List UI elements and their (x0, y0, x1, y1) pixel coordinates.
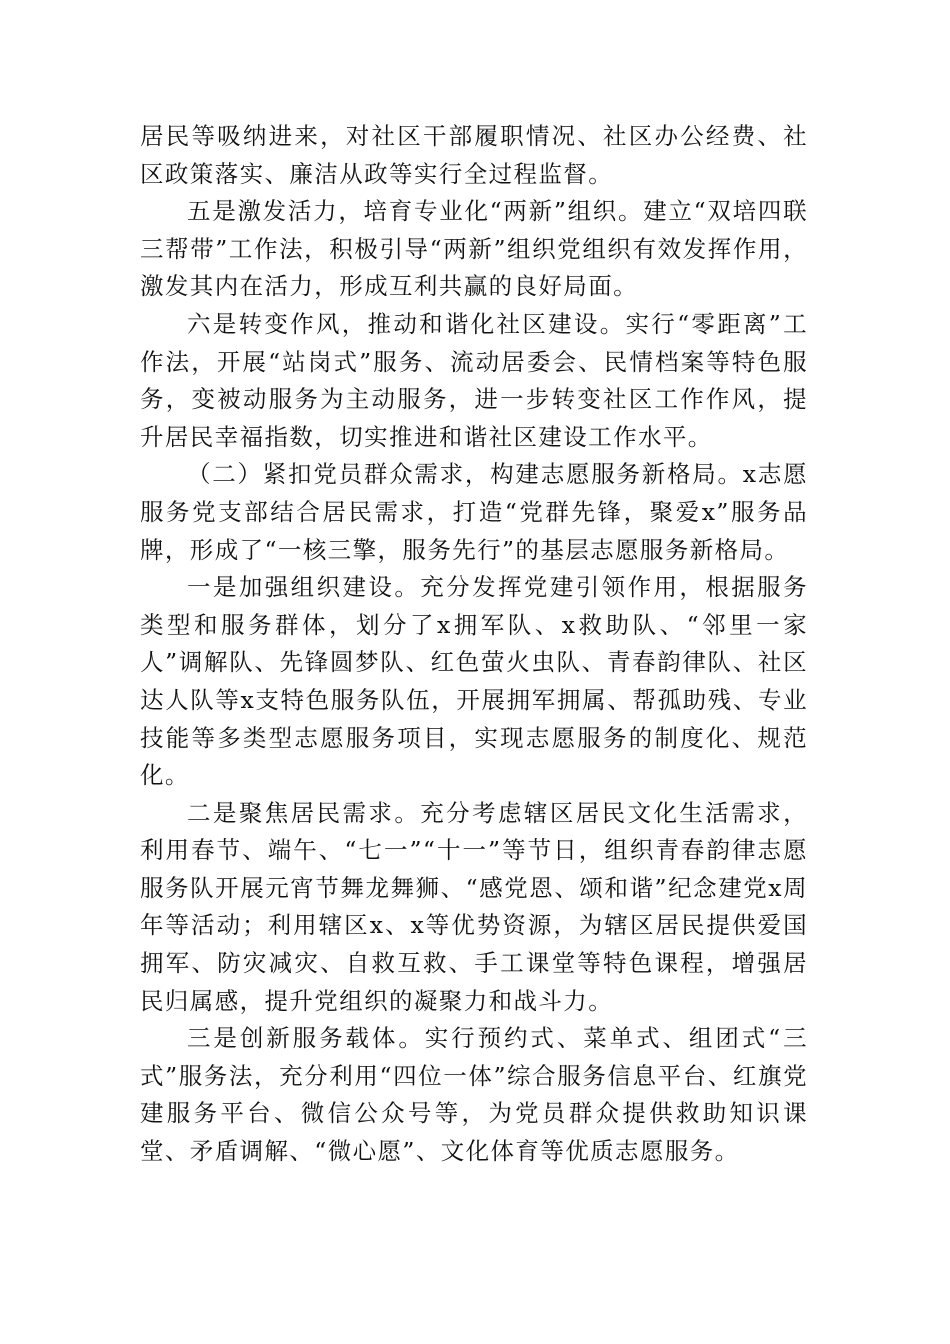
paragraph-continuation: 居民等吸纳进来，对社区干部履职情况、社区办公经费、社区政策落实、廉洁从政等实行全过程监督。 (140, 122, 808, 188)
paragraph-item-one: 一是加强组织建设。充分发挥党建引领作用，根据服务类型和服务群体，划分了x拥军队、x救助队、“邻里一家人”调解队、先锋圆梦队、红色萤火虫队、青春韵律队、社区达人队等x支特色服务队伍，开展拥军拥属、帮孤助残、专业技能等多类型志愿服务项目，实现志愿服务的制度化、规范化。 (140, 573, 808, 790)
paragraph-item-five: 五是激发活力，培育专业化“两新”组织。建立“双培四联三帮带”工作法，积极引导“两新”组织党组织有效发挥作用，激发其内在活力，形成互利共赢的良好局面。 (140, 197, 808, 301)
paragraph-item-six: 六是转变作风，推动和谐化社区建设。实行“零距离”工作法，开展“站岗式”服务、流动居委会、民情档案等特色服务，变被动服务为主动服务，进一步转变社区工作作风，提升居民幸福指数，切实推进和谐社区建设工作水平。 (140, 309, 808, 451)
paragraph-item-two: 二是聚焦居民需求。充分考虑辖区居民文化生活需求，利用春节、端午、“七一”“十一”等节日，组织青春韵律志愿服务队开展元宵节舞龙舞狮、“感党恩、颂和谐”纪念建党x周年等活动；利用辖区x、x等优势资源，为辖区居民提供爱国拥军、防灾减灾、自救互救、手工课堂等特色课程，增强居民归属感，提升党组织的凝聚力和战斗力。 (140, 798, 808, 1015)
document-page (140, 118, 808, 1171)
paragraph-item-three: 三是创新服务载体。实行预约式、菜单式、组团式“三式”服务法，充分利用“四位一体”综合服务信息平台、红旗党建服务平台、微信公众号等，为党员群众提供救助知识课堂、矛盾调解、“微心愿”、文化体育等优质志愿服务。 (140, 1024, 808, 1166)
paragraph-section-two: （二）紧扣党员群众需求，构建志愿服务新格局。x志愿服务党支部结合居民需求，打造“党群先锋，聚爱x”服务品牌，形成了“一核三擎，服务先行”的基层志愿服务新格局。 (140, 460, 808, 564)
